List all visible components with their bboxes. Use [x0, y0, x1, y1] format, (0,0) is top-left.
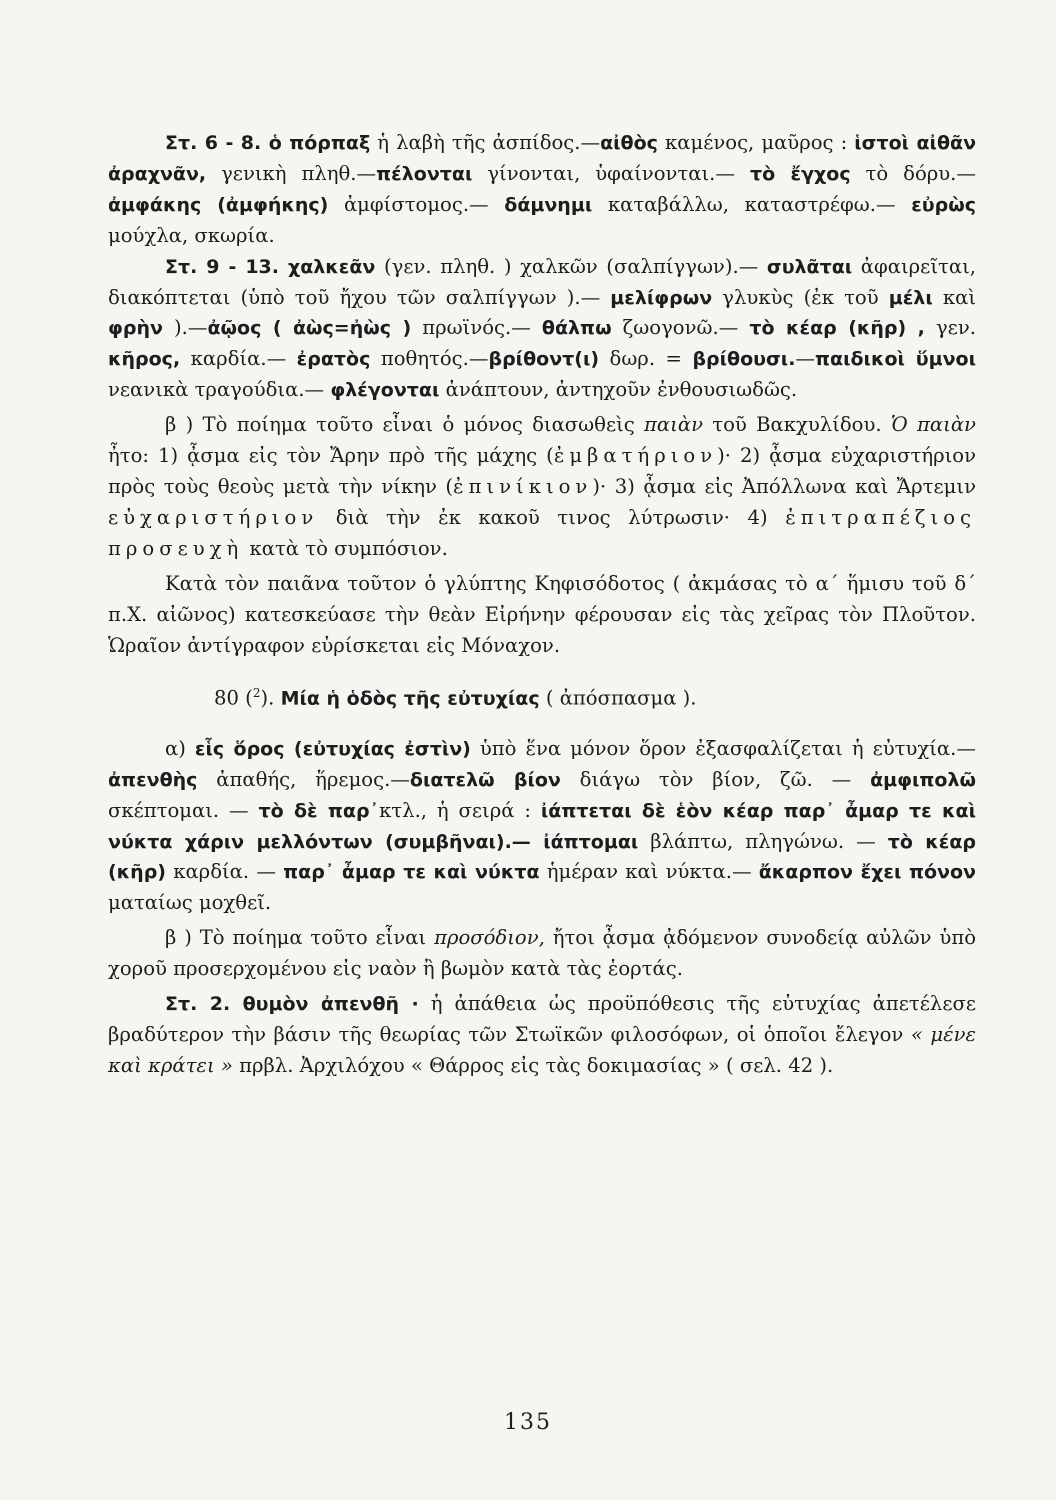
note-lines-9-13: Στ. 9 - 13. χαλκεᾶν (γεν. πληθ. ) χαλκῶν (σαλπίγγων).— συλᾶται ἀφαιρεῖται, διακόπτεται (ὑπὸ τοῦ ἤχου τῶν σαλπίγγων ).— μελίφρων γλυκὺς (ἐκ τοῦ μέλι καὶ φρὴν ).—ἀῷος ( ἀὼς=ἠὼς ) πρωϊνός.— θάλπω ζωογονῶ.— τὸ κέαρ (κῆρ) , γεν. κῆρος, καρδία.— ἐρατὸς ποθητός.—βρίθοντ(ι) δωρ. = βρίθουσι.—παιδικοὶ ὕμνοι νεανικὰ τραγούδια.— φλέγονται ἀνάπτουν, ἀντηχοῦν ἐνθουσιωδῶς.: [108, 254, 976, 402]
poem-title: Μία ἡ ὁδὸς τῆς εὐτυχίας: [280, 687, 540, 710]
poem-heading: 80 ($^2$). Μία ἡ ὁδὸς τῆς εὐτυχίας ( ἀπόσπασμα ).: [214, 686, 697, 710]
note-kephisodotos: Κατὰ τὸν παιᾶνα τοῦτον ὁ γλύπτης Κηφισόδοτος ( ἀκμάσας τὸ α΄ ἥμισυ τοῦ δ΄ π.Χ. αἰῶνος) κατεσκεύασε τὴν θεὰν Εἰρήνην φέρουσαν εἰς τὰς χεῖρας τὸν Πλοῦτον. Ὡραῖον ἀντίγραφον εὑρίσκεται εἰς Μόναχον.: [108, 571, 976, 657]
note-lines-6-8: Στ. 6 - 8. ὁ πόρπαξ ἡ λαβὴ τῆς ἀσπίδος.—αἰθὸς καμένος, μαῦρος : ἱστοὶ αἰθᾶν ἀραχνᾶν, γενικὴ πληθ.—πέλονται γίνονται, ὑφαίνονται.— τὸ ἔγχος τὸ δόρυ.— ἀμφάκης (ἀμφήκης) ἀμφίστομος.— δάμνημι καταβάλλω, καταστρέφω.— εὐρὼς μούχλα, σκωρία.: [108, 131, 977, 247]
note-line-2: Στ. 2. θυμὸν ἀπενθῆ · ἡ ἀπάθεια ὡς προϋπόθεσις τῆς εὐτυχίας ἀπετέλεσε βραδύτερον τὴν βάσιν τῆς θεωρίας τῶν Στωϊκῶν φιλοσόφων, οἱ ὁποῖοι ἔλεγον « μένε καὶ κράτει » πρβλ. Ἀρχιλόχου « Θάρρος εἰς τὰς δοκιμασίας » ( σελ. 42 ).: [108, 992, 977, 1077]
page-body: [108, 128, 976, 1082]
note-prosodion: β ) Τὸ ποίημα τοῦτο εἶναι προσόδιον, ἤτοι ᾆσμα ᾀδόμενον συνοδείᾳ αὐλῶν ὑπὸ χοροῦ προσερχομένου εἰς ναὸν ἢ βωμὸν κατὰ τὰς ἑορτάς.: [108, 926, 976, 981]
page-number: 135: [504, 1410, 552, 1435]
note-alpha: α) εἷς ὅρος (εὐτυχίας ἐστὶν) ὑπὸ ἕνα μόνον ὅρον ἐξασφαλίζεται ἡ εὐτυχία.—ἀπενθὴς ἀπαθής, ἥρεμος.—διατελῶ βίον διάγω τὸν βίον, ζῶ. — ἀμφιπολῶ σκέπτομαι. — τὸ δὲ παρ᾽κτλ., ἡ σειρά : ἰάπτεται δὲ ἑὸν κέαρ παρ᾽ ἆμαρ τε καὶ νύκτα χάριν μελλόντων (συμβῆναι).— ἰάπτομαι βλάπτω, πληγώνω. — τὸ κέαρ (κῆρ) καρδία. — παρ᾽ ἆμαρ τε καὶ νύκτα ἡμέραν καὶ νύκτα.— ἄκαρπον ἔχει πόνον ματαίως μοχθεῖ.: [108, 736, 976, 915]
note-paean: β ) Τὸ ποίημα τοῦτο εἶναι ὁ μόνος διασωθεὶς παιὰν τοῦ Βακχυλίδου. Ὁ παιὰν ἦτο: 1) ᾆσμα εἰς τὸν Ἄρην πρὸ τῆς μάχης (ἐμβατήριον)· 2) ᾆσμα εὐχαριστήριον πρὸς τοὺς θεοὺς μετὰ τὴν νίκην (ἐπινίκιον)· 3) ᾆσμα εἰς Ἀπόλλωνα καὶ Ἄρτεμιν εὐχαριστήριον διὰ τὴν ἐκ κακοῦ τινος λύτρωσιν· 4) ἐπιτραπέζιος προσευχὴ κατὰ τὸ συμπόσιον.: [108, 413, 976, 560]
footnote-marker: 2: [252, 686, 261, 701]
